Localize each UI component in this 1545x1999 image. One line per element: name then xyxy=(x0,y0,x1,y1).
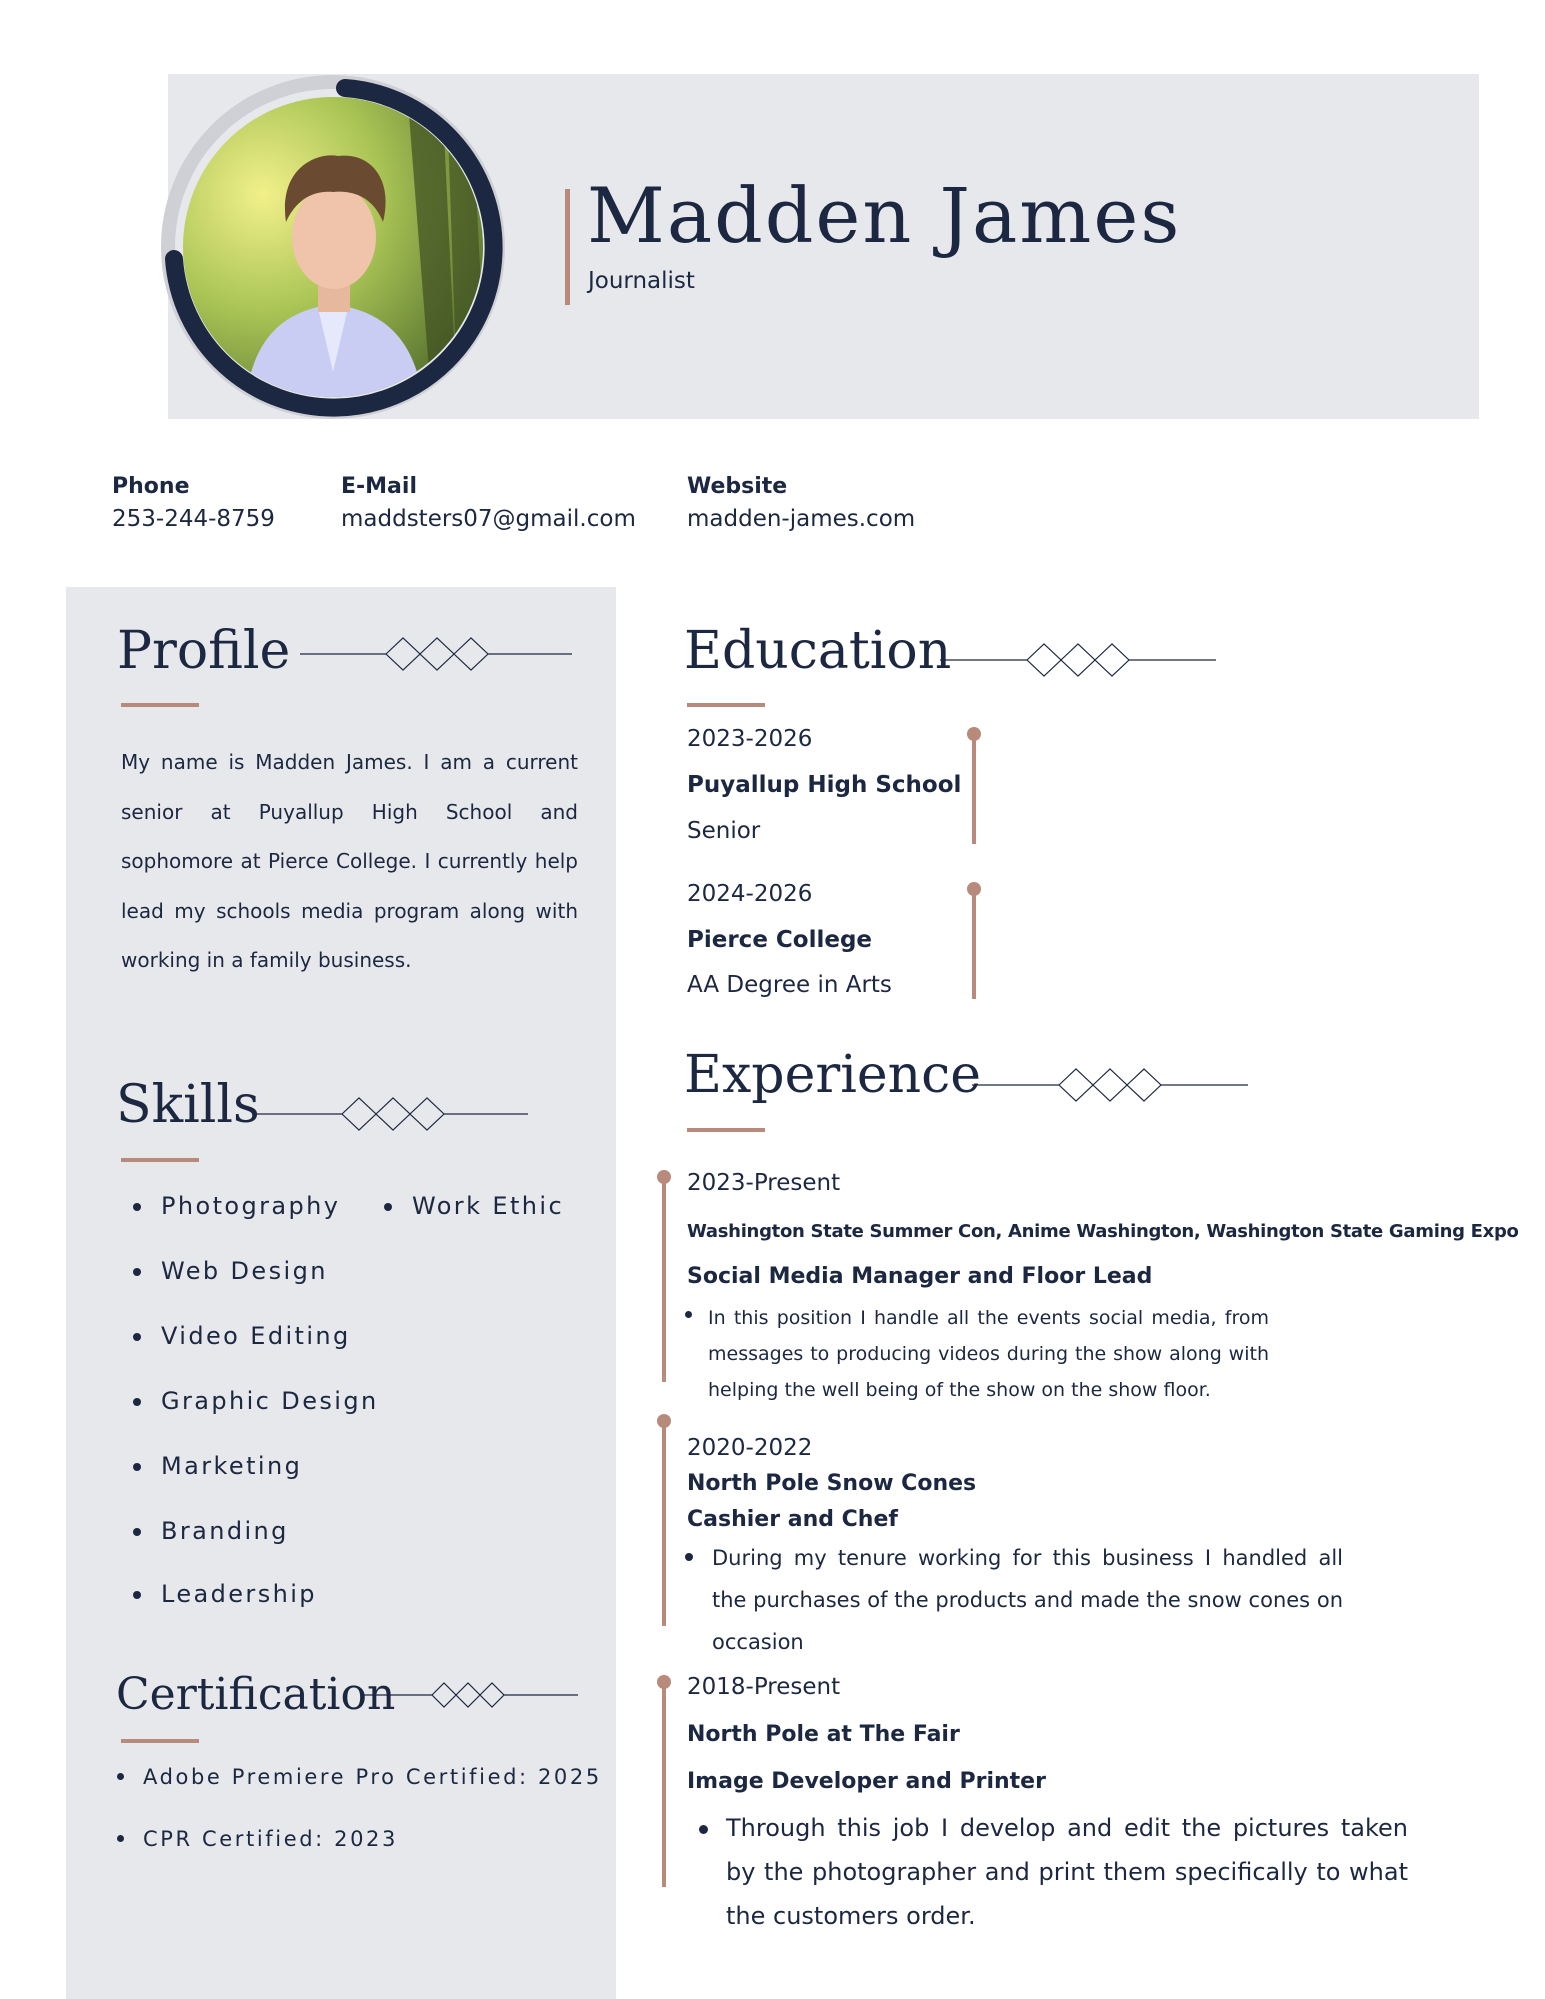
experience-underline xyxy=(687,1128,765,1132)
education-detail: Senior xyxy=(687,818,761,844)
website-value[interactable]: madden-james.com xyxy=(687,506,916,532)
profile-heading: Profile xyxy=(117,621,291,681)
certification-item: CPR Certified: 2023 xyxy=(143,1827,398,1851)
timeline-line xyxy=(972,892,976,999)
bullet-icon xyxy=(133,1333,141,1341)
experience-description: During my tenure working for this business I handled all the purchases of the products and made the snow cones on occasion xyxy=(712,1546,1343,1654)
education-underline xyxy=(687,703,765,707)
email-value[interactable]: maddsters07@gmail.com xyxy=(341,506,636,532)
education-years: 2023-2026 xyxy=(687,726,813,752)
timeline-line xyxy=(662,1424,666,1626)
bullet-icon xyxy=(133,1463,141,1471)
skill-item: Leadership xyxy=(161,1580,317,1608)
experience-company: North Pole at The Fair xyxy=(687,1722,960,1747)
education-school: Puyallup High School xyxy=(687,772,962,798)
experience-years: 2018-Present xyxy=(687,1674,841,1700)
certification-ornament xyxy=(364,1675,578,1715)
profile-underline xyxy=(121,703,199,707)
experience-years: 2023-Present xyxy=(687,1170,841,1196)
experience-company: Washington State Summer Con, Anime Washington, Washington State Gaming Expo xyxy=(687,1221,1519,1242)
bullet-icon xyxy=(133,1398,141,1406)
bullet-icon xyxy=(133,1268,141,1276)
skill-item: Branding xyxy=(161,1517,289,1545)
experience-description: Through this job I develop and edit the pictures taken by the photographer and print them specifically to what the customers order. xyxy=(726,1814,1408,1930)
timeline-line xyxy=(662,1180,666,1382)
experience-role: Cashier and Chef xyxy=(687,1507,898,1532)
profile-text: My name is Madden James. I am a current senior at Puyallup High School and sophomore at Pierce College. I currently help lead my schools media program along with working in a family business. xyxy=(121,750,578,972)
bullet-icon xyxy=(685,1311,692,1318)
skill-item: Web Design xyxy=(161,1257,328,1285)
name-accent-bar xyxy=(565,189,570,305)
experience-description: In this position I handle all the events social media, from messages to producing videos during the show along with helping the well being of the show on the show floor. xyxy=(708,1307,1269,1401)
full-name: Madden James xyxy=(587,171,1182,260)
experience-ornament xyxy=(972,1065,1248,1105)
experience-role: Social Media Manager and Floor Lead xyxy=(687,1264,1153,1289)
bullet-icon xyxy=(133,1528,141,1536)
education-years: 2024-2026 xyxy=(687,881,813,907)
profile-ornament xyxy=(300,634,572,674)
bullet-icon xyxy=(133,1591,141,1599)
education-ornament xyxy=(940,640,1216,680)
phone-label: Phone xyxy=(112,474,190,499)
timeline-line xyxy=(972,737,976,844)
experience-years: 2020-2022 xyxy=(687,1435,813,1461)
skill-item: Graphic Design xyxy=(161,1387,379,1415)
timeline-line xyxy=(662,1685,666,1887)
experience-heading: Experience xyxy=(684,1045,981,1105)
bullet-icon xyxy=(117,1773,124,1780)
bullet-icon xyxy=(384,1203,392,1211)
skill-item: Video Editing xyxy=(161,1322,351,1350)
skill-item: Photography xyxy=(161,1192,341,1220)
website-label: Website xyxy=(687,474,788,499)
email-label: E-Mail xyxy=(341,474,417,499)
skills-heading: Skills xyxy=(116,1075,260,1135)
profile-photo xyxy=(158,72,508,422)
certification-item: Adobe Premiere Pro Certified: 2025 xyxy=(143,1765,602,1789)
bullet-icon xyxy=(699,1825,708,1834)
skill-item: Work Ethic xyxy=(412,1192,565,1220)
education-detail: AA Degree in Arts xyxy=(687,972,892,998)
skills-ornament xyxy=(256,1094,528,1134)
certification-heading: Certification xyxy=(116,1669,396,1720)
bullet-icon xyxy=(117,1835,124,1842)
job-title: Journalist xyxy=(588,268,695,294)
phone-value: 253-244-8759 xyxy=(112,506,275,532)
skill-item: Marketing xyxy=(161,1452,303,1480)
experience-role: Image Developer and Printer xyxy=(687,1769,1046,1794)
bullet-icon xyxy=(133,1203,141,1211)
education-heading: Education xyxy=(684,621,952,681)
certification-underline xyxy=(121,1739,199,1743)
bullet-icon xyxy=(685,1553,693,1561)
experience-company: North Pole Snow Cones xyxy=(687,1471,977,1496)
education-school: Pierce College xyxy=(687,927,873,953)
skills-underline xyxy=(121,1158,199,1162)
